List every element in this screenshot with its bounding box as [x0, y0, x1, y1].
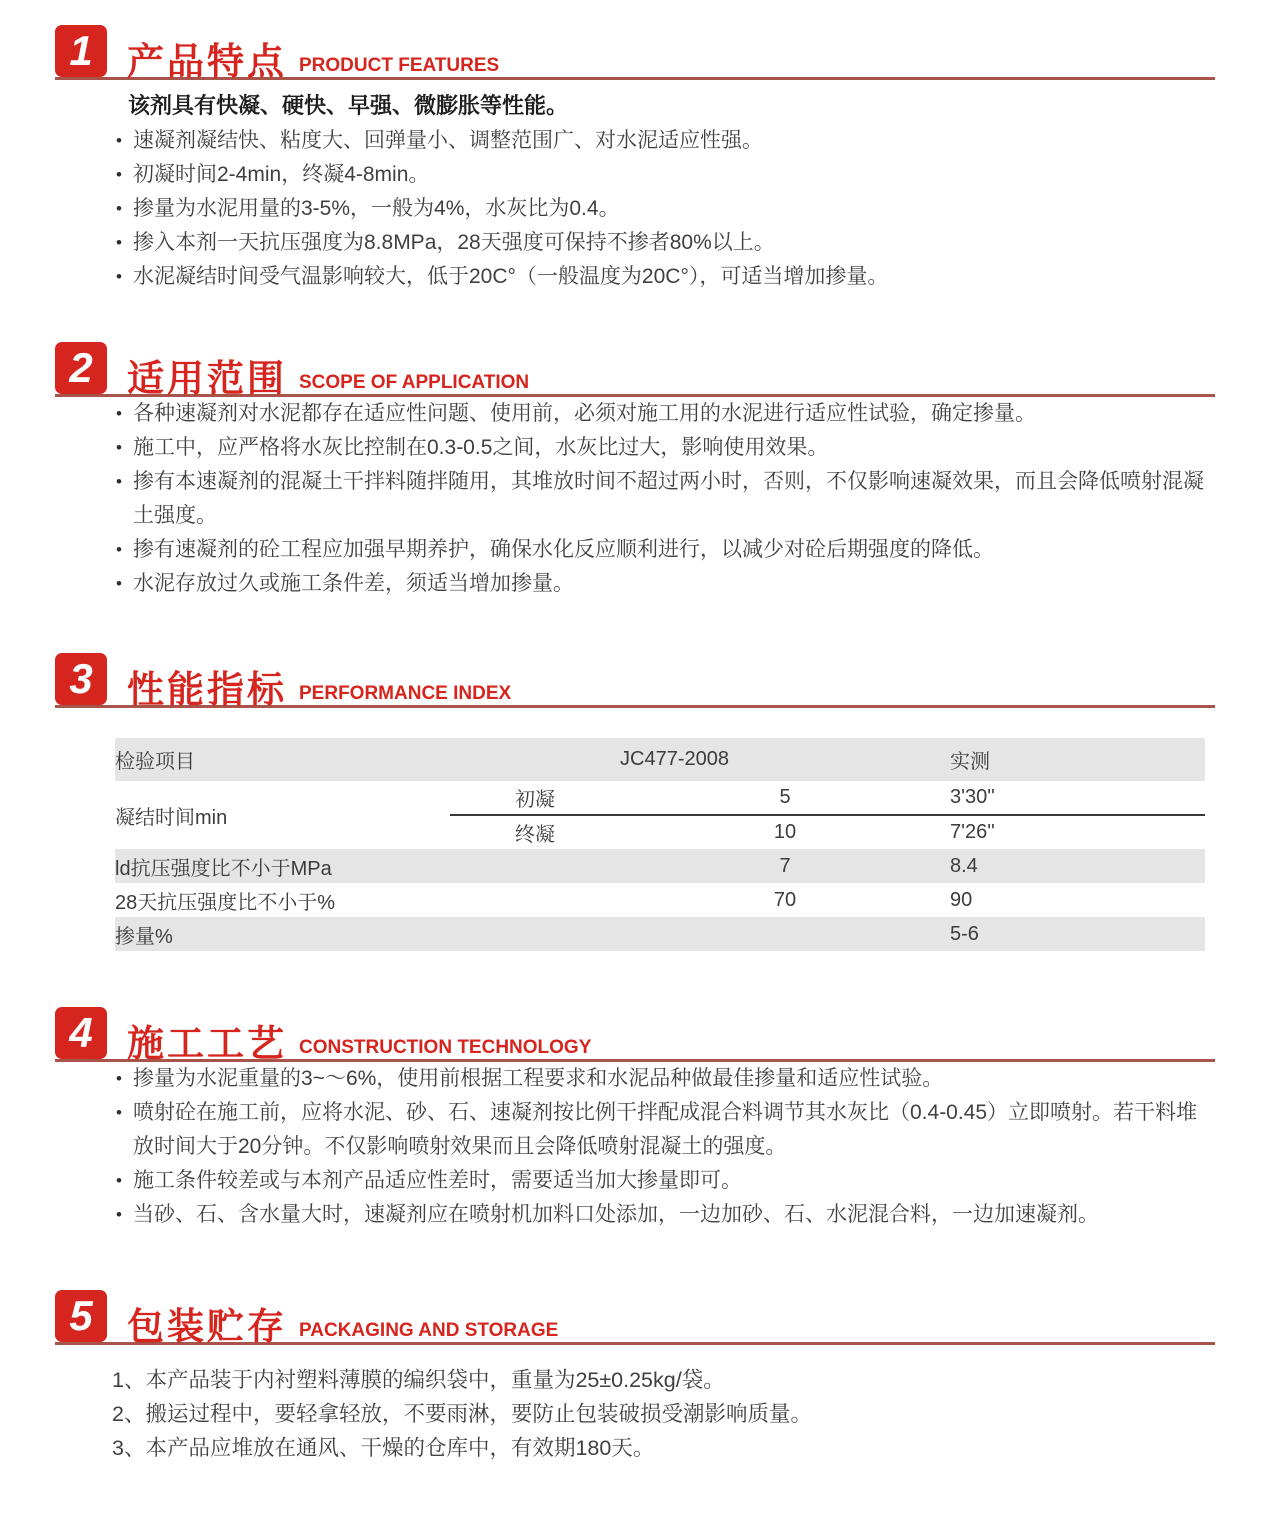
table-cell: 90 [950, 888, 973, 911]
table-cell: 5-6 [950, 922, 979, 945]
list-item: • 当砂、石、含水量大时，速凝剂应在喷射机加料口处添加，一边加砂、石、水泥混合料，一边加速凝剂。 [115, 1198, 1215, 1232]
table-cell: 7'26'' [950, 821, 995, 843]
section-title-zh: 性能指标 [127, 669, 287, 710]
table-cell: 7 [779, 854, 791, 877]
list-item: • 水泥凝结时间受气温影响较大，低于20C°（一般温度为20C°），可适当增加掺量。 [115, 260, 1215, 294]
section-title-zh: 施工工艺 [127, 1023, 287, 1064]
table-cell [620, 917, 950, 951]
section-header [55, 1007, 1215, 1062]
section-packaging-storage [55, 1290, 1215, 1465]
section-header [55, 25, 1215, 80]
list-item: • 掺量为水泥重量的3~～6%，使用前根据工程要求和水泥品种做最佳掺量和适应性试验。 [115, 1062, 1215, 1096]
section-title-en: SCOPE OF APPLICATION [299, 372, 530, 393]
section-header [55, 1290, 1215, 1345]
table-cell: 28天抗压强度比不小于% [115, 891, 336, 914]
table-row [115, 849, 1205, 883]
table-cell: 3'30'' [950, 781, 1205, 815]
section-number-badge: 3 [55, 653, 107, 705]
section-product-features [55, 25, 1215, 294]
list-item: • 施工中，应严格将水灰比控制在0.3-0.5之间，水灰比过大，影响使用效果。 [115, 431, 1215, 465]
table-cell: 终凝 [515, 824, 555, 846]
section-construction-technology [55, 1007, 1215, 1232]
section-number-badge: 5 [55, 1290, 107, 1342]
list-item: • 初凝时间2-4min，终凝4-8min。 [115, 158, 1215, 192]
table-cell: 70 [773, 888, 797, 911]
column-header-jc477: JC477-2008 [620, 748, 729, 770]
list-item: • 掺有本速凝剂的混凝土干拌料随拌随用，其堆放时间不超过两小时，否则，不仅影响速凝效果，而且会降低喷射混凝土强度。 [115, 465, 1215, 533]
section-title-zh: 产品特点 [127, 41, 287, 82]
section-number-badge: 1 [55, 25, 107, 77]
construction-list [55, 1062, 1215, 1232]
scope-list [55, 397, 1215, 601]
section-title-en: CONSTRUCTION TECHNOLOGY [299, 1037, 592, 1058]
performance-table [115, 738, 1205, 951]
list-item: • 喷射砼在施工前，应将水泥、砂、石、速凝剂按比例干拌配成混合料调节其水灰比（0.4-0.45）立即喷射。若干料堆放时间大于20分钟。不仅影响喷射效果而且会降低喷射混凝土的强度。 [115, 1096, 1215, 1164]
section-scope-of-application [55, 342, 1215, 601]
table-row [115, 781, 1205, 815]
table-cell: 10 [773, 821, 797, 843]
table-cell: 8.4 [950, 854, 978, 877]
section-number-badge: 4 [55, 1007, 107, 1059]
section-title-en: PERFORMANCE INDEX [299, 683, 512, 704]
features-list [55, 124, 1215, 294]
table-cell: 掺量% [115, 925, 173, 948]
column-header-measured: 实测 [950, 751, 990, 773]
section-title-en: PACKAGING AND STORAGE [299, 1320, 559, 1341]
list-item: • 掺有速凝剂的砼工程应加强早期养护，确保水化反应顺利进行，以减少对砼后期强度的降低。 [115, 533, 1215, 567]
section-header [55, 653, 1215, 708]
features-lead: 该剂具有快凝、硬快、早强、微膨胀等性能。 [128, 93, 569, 118]
table-cell: 初凝 [450, 781, 620, 815]
section-header [55, 342, 1215, 397]
section-title-zh: 包装贮存 [127, 1306, 287, 1347]
table-cell: ld抗压强度比不小于MPa [115, 857, 332, 880]
table-row [115, 883, 1205, 917]
list-item: • 水泥存放过久或施工条件差，须适当增加掺量。 [115, 567, 1215, 601]
table-row [115, 917, 1205, 951]
list-item: • 施工条件较差或与本剂产品适应性差时，需要适当加大掺量即可。 [115, 1164, 1215, 1198]
list-item: 3、本产品应堆放在通风、干燥的仓库中，有效期180天。 [112, 1436, 655, 1460]
table-header-row [115, 738, 1205, 781]
section-performance-index [55, 653, 1215, 951]
table-cell: 5 [620, 781, 950, 815]
list-item: • 速凝剂凝结快、粘度大、回弹量小、调整范围广、对水泥适应性强。 [115, 124, 1215, 158]
list-item: 1、本产品装于内衬塑料薄膜的编织袋中，重量为25±0.25kg/袋。 [112, 1368, 725, 1392]
list-item: • 掺入本剂一天抗压强度为8.8MPa，28天强度可保持不掺者80%以上。 [115, 226, 1215, 260]
list-item: • 掺量为水泥用量的3-5%，一般为4%，水灰比为0.4。 [115, 192, 1215, 226]
setting-time-label: 凝结时间min [115, 806, 228, 829]
section-number-badge: 2 [55, 342, 107, 394]
list-item: • 各种速凝剂对水泥都存在适应性问题、使用前，必须对施工用的水泥进行适应性试验，确定掺量。 [115, 397, 1215, 431]
list-item: 2、搬运过程中，要轻拿轻放，不要雨淋，要防止包装破损受潮影响质量。 [112, 1402, 812, 1426]
column-header-item: 检验项目 [115, 751, 195, 773]
storage-list [112, 1363, 1215, 1465]
section-title-zh: 适用范围 [127, 358, 287, 399]
section-title-en: PRODUCT FEATURES [299, 55, 500, 76]
